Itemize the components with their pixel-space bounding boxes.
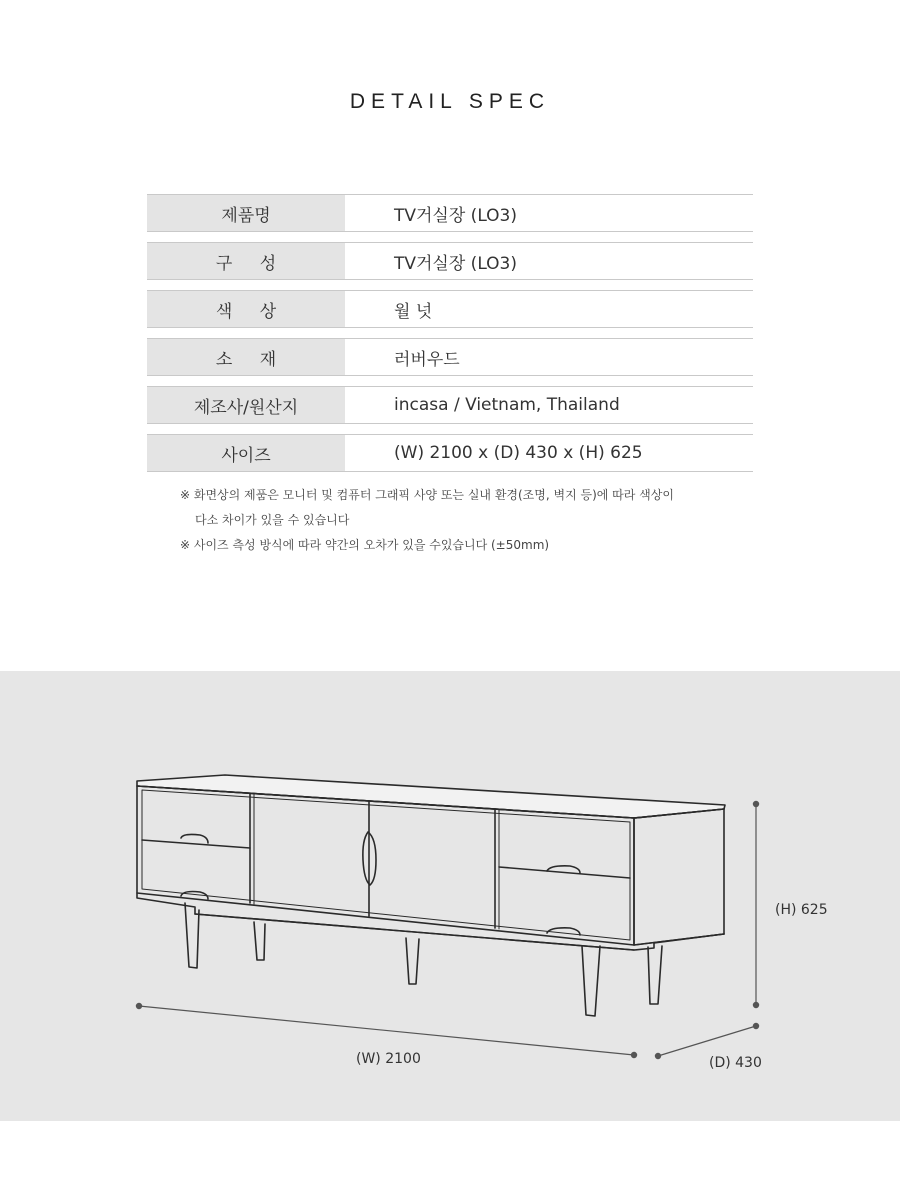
width-dimension-line	[139, 1006, 634, 1055]
leg-back-left	[254, 922, 265, 960]
spec-row-manufacturer-origin	[147, 386, 753, 424]
spec-label: 사이즈	[147, 435, 345, 471]
leg-front-right	[582, 946, 600, 1016]
left-drawer-split	[142, 840, 250, 848]
spec-value: 월 넛	[394, 301, 433, 322]
note-size-disclaimer: ※ 사이즈 측성 방식에 따라 약간의 오차가 있을 수있습니다 (±50mm)	[180, 538, 550, 552]
height-dimension-label: (H) 625	[775, 902, 828, 918]
spec-row-size	[147, 434, 753, 472]
spec-label: 구 성	[147, 243, 345, 279]
notes	[180, 483, 740, 558]
page-title: DETAIL SPEC	[349, 90, 551, 113]
spec-label: 색 상	[147, 291, 345, 327]
leg-front-left	[185, 903, 199, 968]
depth-dimension-label: (D) 430	[709, 1055, 762, 1071]
spec-row-color	[147, 290, 753, 328]
leg-center	[406, 938, 419, 984]
spec-value: (W) 2100 x (D) 430 x (H) 625	[394, 443, 643, 463]
spec-value: 러버우드	[394, 349, 460, 370]
spec-value: TV거실장 (LO3)	[394, 205, 518, 226]
tv-stand-line-drawing	[0, 671, 900, 1121]
left-top-pull	[181, 834, 208, 843]
note-color-disclaimer-cont: 다소 차이가 있을 수 있습니다	[195, 513, 350, 527]
note-color-disclaimer: ※ 화면상의 제품은 모니터 및 컴퓨터 그래픽 사양 또는 실내 환경(조명, 벽지 등)에 따라 색상이	[180, 488, 674, 502]
spec-table	[147, 194, 753, 482]
leg-back-right	[648, 946, 662, 1004]
spec-row-product-name	[147, 194, 753, 232]
spec-label: 제조사/원산지	[147, 387, 345, 423]
right-drawer-split	[499, 867, 630, 878]
depth-dimension-line	[658, 1026, 756, 1056]
spec-value: incasa / Vietnam, Thailand	[394, 395, 620, 415]
spec-value: TV거실장 (LO3)	[394, 253, 518, 274]
width-dimension-label: (W) 2100	[356, 1051, 421, 1067]
spec-label: 소 재	[147, 339, 345, 375]
spec-row-material	[147, 338, 753, 376]
side-face	[634, 809, 724, 945]
top-slab	[137, 775, 725, 818]
product-drawing-area	[0, 671, 900, 1121]
spec-label: 제품명	[147, 195, 345, 231]
spec-row-composition	[147, 242, 753, 280]
